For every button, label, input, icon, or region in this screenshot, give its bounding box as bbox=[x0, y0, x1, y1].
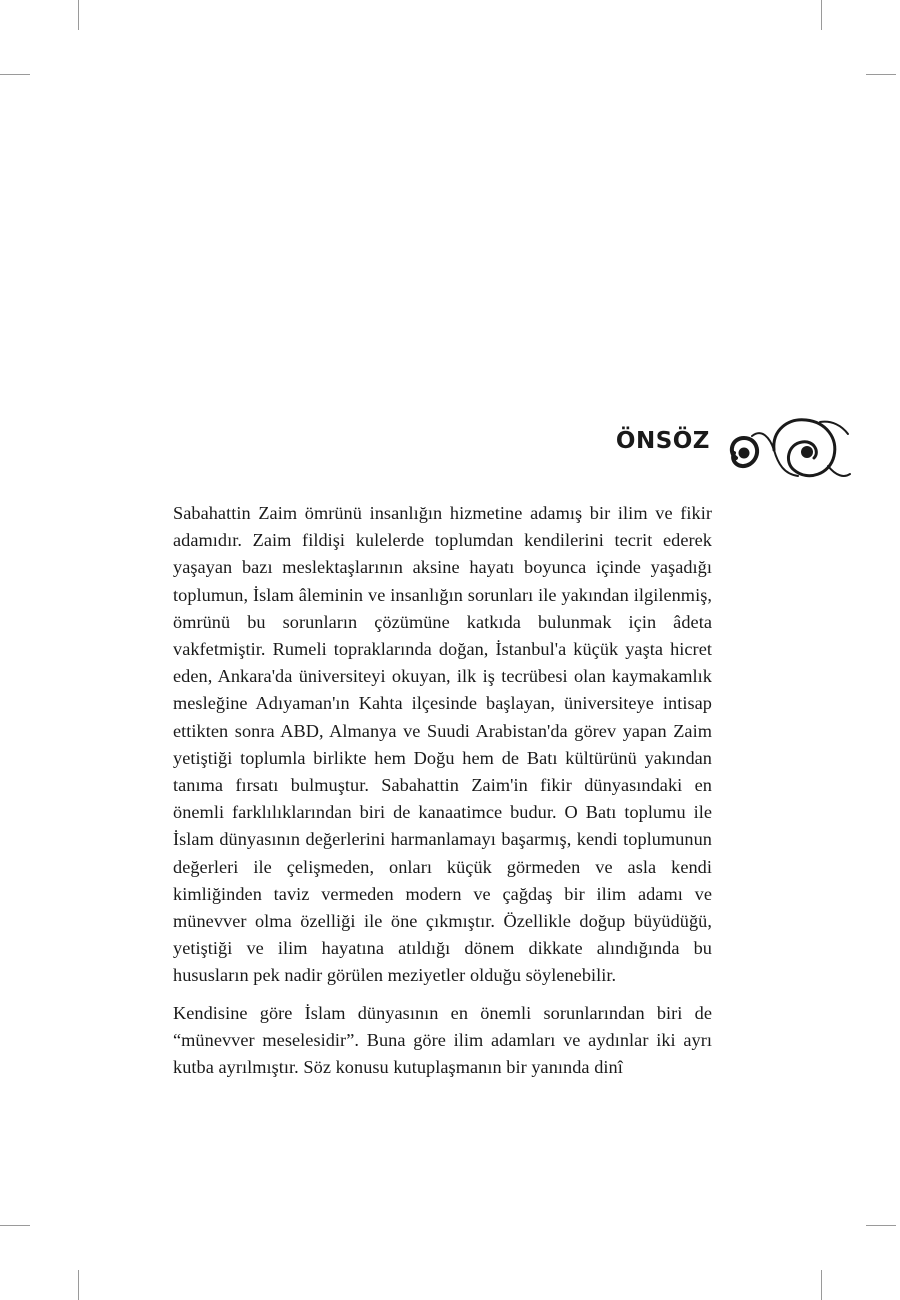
paragraph-1: Sabahattin Zaim ömrünü insanlığın hizmetine adamış bir ilim ve fikir adamıdır. Zaim fildişi kulelerde toplumdan kendilerini tecrit ederek yaşayan bazı meslektaşlarının aksine hayatı boyunca içinde yaşadığı toplumun, İslam âleminin ve insanlığın sorunları ile yakından ilgilenmiş, ömrünü bu sorunların çözümüne katkıda bulunmak için âdeta vakfetmiştir. Rumeli topraklarında doğan, İstanbul'a küçük yaşta hicret eden, Ankara'da üniversiteyi okuyan, ilk iş tecrübesi olan kaymakamlık mesleğine Adıyaman'ın Kahta ilçesinde başlayan, üniversiteye intisap ettikten sonra ABD, Almanya ve Suudi Arabistan'da görev yapan Zaim yetiştiği toplumla birlikte hem Doğu hem de Batı kültürünü yakından tanıma fırsatı bulmuştur. Sabahattin Zaim'in fikir dünyasındaki en önemli farklılıklarından biri de kanaatimce budur. O Batı toplumu ile İslam dünyasının değerlerini harmanlamayı başarmış, kendi toplumunun değerleri ile çelişmeden, onları küçük görmeden ve asla kendi kimliğinden taviz vermeden modern ve çağdaş bir ilim adamı ve münevver olma özelliği ile öne çıkmıştır. Özellikle doğup büyüdüğü, yetiştiği ve ilim hayatına atıldığı dönem dikkate alındığında bu hususların pek nadir görülen meziyetler olduğu söylenebilir. bbox=[173, 503, 712, 986]
chapter-title: ÖNSÖZ bbox=[615, 428, 710, 454]
crop-mark-right-top bbox=[866, 74, 896, 75]
paragraph-2: Kendisine göre İslam dünyasının en önemli sorunlarından biri de “münevver meselesidir”. Buna göre ilim adamları ve aydınlar iki ayrı kutba ayrılmıştır. Söz konusu kutuplaşmanın bir yanında dinî bbox=[173, 1002, 712, 1078]
crop-mark-right-bottom bbox=[866, 1225, 896, 1226]
swirl-ornament-icon bbox=[722, 408, 852, 488]
crop-mark-top-left bbox=[78, 0, 79, 30]
crop-mark-top-right bbox=[821, 0, 822, 30]
crop-mark-left-top bbox=[0, 74, 30, 75]
crop-mark-left-bottom bbox=[0, 1225, 30, 1226]
crop-mark-bottom-left bbox=[78, 1270, 79, 1300]
chapter-heading bbox=[560, 408, 860, 488]
body-text bbox=[173, 500, 712, 1091]
crop-mark-bottom-right bbox=[821, 1270, 822, 1300]
